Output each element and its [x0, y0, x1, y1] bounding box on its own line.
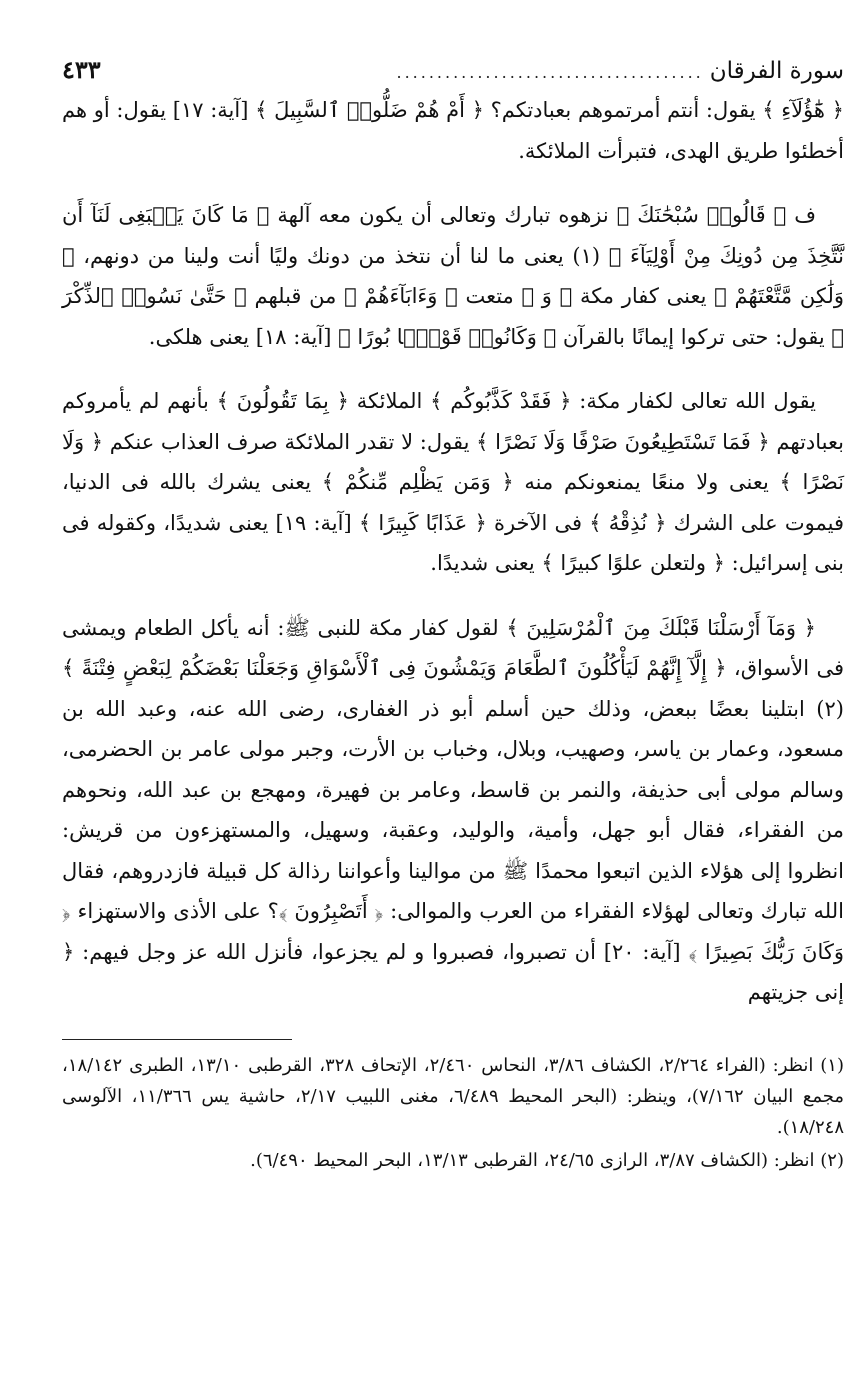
page-number: ٤٣٣ — [62, 55, 101, 84]
paragraph-1: ﴿ هَٰٓؤُلَآءِ ﴾ يقول: أنتم أمرتموهم بعبادتكم؟ ﴿ أَمْ هُمْ ضَلُّوا۟ ٱلسَّبِيلَ ﴾ [آية: ١٧] يقول: أو هم أخطئوا طريق الهدى، فتبرأت الملائكة. — [62, 98, 844, 163]
running-header — [62, 50, 844, 90]
footnote-2: (٢) انظر: (الكشاف ٣/٨٧، الرازى ٢٤/٦٥، القرطبى ١٣/١٣، البحر المحيط ٦/٤٩٠). — [250, 1149, 844, 1171]
paragraph-3: يقول الله تعالى لكفار مكة: ﴿ فَقَدْ كَذَّبُوكُم ﴾ الملائكة ﴿ بِمَا تَقُولُونَ ﴾ بأنهم لم يأمروكم بعبادتهم ﴿ فَمَا تَسْتَطِيعُونَ صَرْفًا وَلَا نَصْرًا ﴾ يقول: لا تقدر الملائكة صرف العذاب عنكم ﴿ وَلَا نَصْرًا ﴾ يعنى ولا منعًا يمنعونكم منه ﴿ وَمَن يَظْلِم مِّنكُمْ ﴾ يعنى يشرك بالله فى الدنيا، فيموت على الشرك ﴿ نُذِقْهُ ﴾ فى الآخرة ﴿ عَذَابًا كَبِيرًا ﴾ [آية: ١٩] يعنى شديدًا، وكقوله فى بنى إسرائيل: ﴿ ولتعلن علوًا كبيرًا ﴾ يعنى شديدًا. — [62, 389, 845, 575]
book-page — [62, 50, 844, 1370]
paragraph-2: ف ﴿ قَالُوا۟ سُبْحَٰنَكَ ﴾ نزهوه تبارك وتعالى أن يكون معه آلهة ﴿ مَا كَانَ يَنۢبَغِى لَنَآ أَن نَّتَّخِذَ مِن دُونِكَ مِنْ أَوْلِيَآءَ ﴾ (١) يعنى ما لنا أن نتخذ من دونك وليًا أنت ولينا من دونهم، ﴿ وَلَٰكِن مَّتَّعْتَهُمْ ﴾ يعنى كفار مكة ﴿ وَ ﴾ متعت ﴿ وَءَابَآءَهُمْ ﴾ من قبلهم ﴿ حَتَّىٰ نَسُوا۟ ٱلذِّكْرَ ﴾ يقول: حتى تركوا إيمانًا بالقرآن ﴿ وَكَانُوا۟ قَوْمًۢا بُورًا ﴾ [آية: ١٨] يعنى هلكى. — [62, 203, 844, 349]
footnote-separator-wrap — [62, 1037, 844, 1050]
paragraph-4: ﴿ وَمَآ أَرْسَلْنَا قَبْلَكَ مِنَ ٱلْمُرْسَلِينَ ﴾ لقول كفار مكة للنبى ﷺ: أنه يأكل الطعام ويمشى فى الأسواق، ﴿ إِلَّآ إِنَّهُمْ لَيَأْكُلُونَ ٱلطَّعَامَ وَيَمْشُونَ فِى ٱلْأَسْوَاقِ وَجَعَلْنَا بَعْضَكُمْ لِبَعْضٍ فِتْنَةً ﴾ (٢) ابتلينا بعضًا ببعض، وذلك حين أسلم أبو ذر الغفارى، رضى الله عنه، وعبد الله بن مسعود، وعمار بن ياسر، وصهيب، وبلال، وخباب بن الأرت، وجبر مولى عامر بن الحضرمى، وسالم مولى أبى حذيفة، والنمر بن قاسط، وعامر بن فهيرة، ومهجع بن عبد الله، ونحوهم من الفقراء، فقال أبو جهل، وأمية، والوليد، وعقبة، وسهيل، والمستهزءون من قريش: انظروا إلى هؤلاء الذين اتبعوا محمدًا ﷺ من موالينا وأعواننا رذالة كل قبيلة فازدروهم، فقال الله تبارك وتعالى لهؤلاء الفقراء من العرب والموالى: ﴿ أَتَصْبِرُونَ ﴾؟ على الأذى والاستهزاء ﴿ وَكَانَ رَبُّكَ بَصِيرًا ﴾ [آية: ٢٠] أن تصبروا، فصبروا و لم يجزعوا، فأنزل الله عز وجل فيهم: ﴿ إنى جزيتهم — [62, 615, 844, 1004]
footnote-separator — [62, 1039, 292, 1040]
header-leader-dots: ...................................... — [396, 63, 704, 82]
footnote-1: (١) انظر: (الفراء ٢/٢٦٤، الكشاف ٣/٨٦، النحاس ٢/٤٦٠، الإتحاف ٣٢٨، القرطبى ١٣/١٠، الطبرى ١٨/١٤٢، مجمع البيان ٧/١٦٢)، وينظر: (البحر المحيط ٦/٤٨٩، مغنى اللبيب ٢/١٧، حاشية يس ١١/٣٦٦، الآلوسى ١٨/٢٤٨). — [62, 1054, 844, 1138]
footnotes — [62, 1050, 844, 1176]
surah-title: سورة الفرقان — [709, 58, 844, 84]
commentary-body — [62, 90, 844, 1013]
